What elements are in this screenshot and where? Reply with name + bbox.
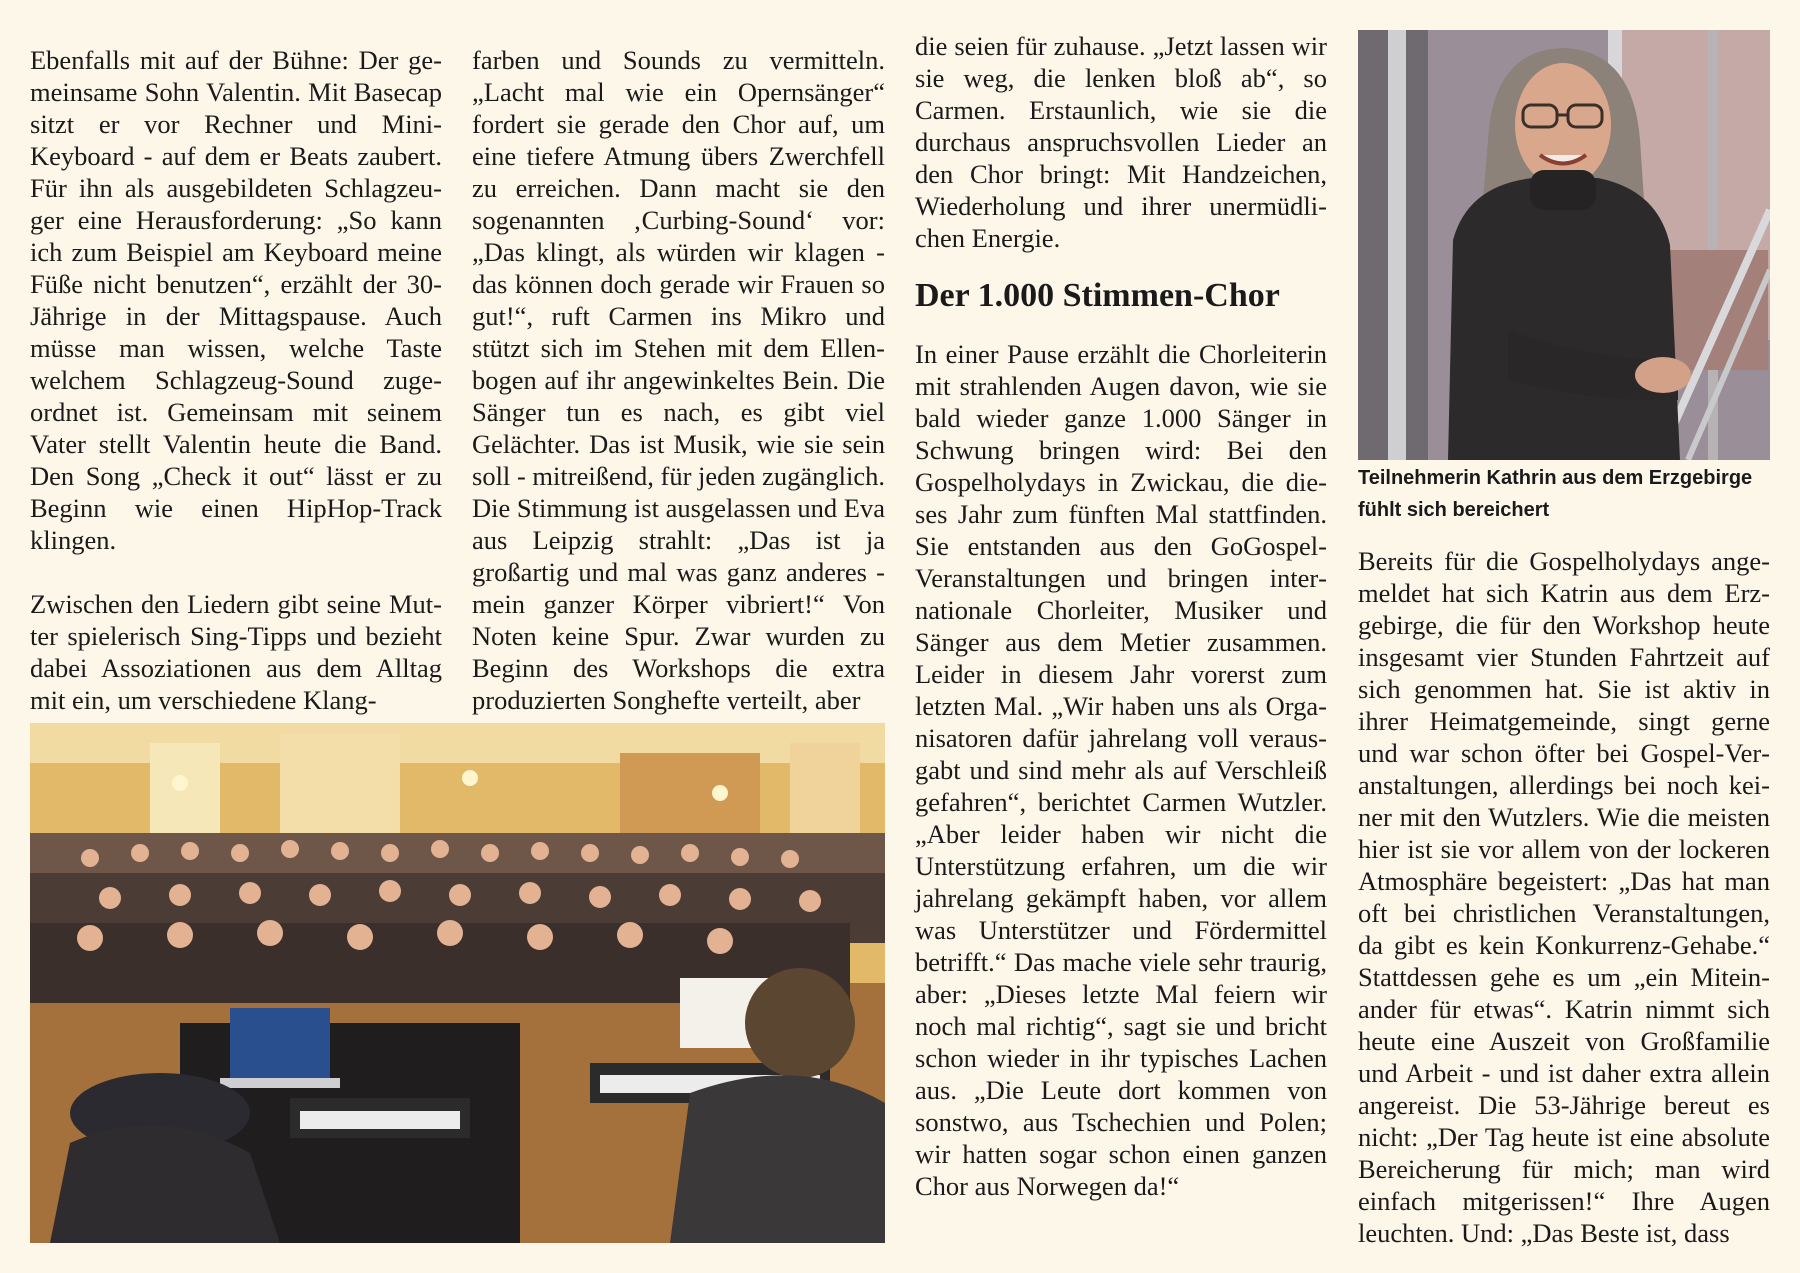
- paragraph: farben und Sounds zu vermitteln. „Lacht mal wie ein Opernsänger“ fordert sie gerade den Chor auf, um eine tiefere Atmung übers Zwerchfell zu erreichen. Dann macht sie den sogenannten ‚Curbing-Sound‘ vor: „Das klingt, als würden wir klagen - das können doch gerade wir Frauen so gut!“, ruft Carmen ins Mikro und stützt sich im Stehen mit dem Ellenbogen auf ihr angewinkeltes Bein. Die Sänger tun es nach, es gibt viel Gelächter. Das ist Musik, wie sie sein soll - mitreißend, für jeden zugänglich. Die Stimmung ist ausgelassen und Eva aus Leipzig strahlt: „Das ist ja großartig und mal was ganz anderes - mein ganzer Körper vibriert!“ Von Noten keine Spur. Zwar wurden zu Beginn des Workshops die extra produzierten Songhefte verteilt, aber: [472, 45, 885, 715]
- article-column-4: [1358, 545, 1770, 1249]
- paragraph: Zwischen den Liedern gibt seine Mutter spielerisch Sing-Tipps und bezieht dabei Assoziationen aus dem Alltag mit ein, um verschiedene Klang-: [30, 589, 442, 715]
- portrait-illustration: [1358, 30, 1770, 460]
- article-column-2: [472, 44, 885, 716]
- paragraph: In einer Pause erzählt die Chorleiterin mit strahlenden Augen davon, wie sie bald wieder ganze 1.000 Sänger in Schwung bringen wird: Bei den Gospelholydays in Zwickau, die dieses Jahr zum fünften Mal stattfinden. Sie entstanden aus den GoGospel-Veranstaltungen und bringen internationale Chorleiter, Musiker und Sänger aus dem Metier zusammen. Leider in diesem Jahr vorerst zum letzten Mal. „Wir haben uns als Organisatoren dafür jahrelang voll verausgabt und sind mehr als auf Verschleiß gefahren“, berichtet Carmen Wutzler. „Aber leider haben wir nicht die Unterstützung erfahren, um die wir jahrelang gekämpft haben, vor allem was Unterstützer und Fördermittel betrifft.“ Das mache viele sehr traurig, aber: „Dieses letzte Mal feiern wir noch mal richtig“, sagt sie und bricht schon wieder in ihr typisches Lachen aus. „Die Leute dort kommen von sonstwo, aus Tschechien und Polen; wir hatten sogar schon einen ganzen Chor aus Norwegen da!“: [915, 339, 1327, 1201]
- choir-illustration: [30, 723, 885, 1243]
- photo-participant-kathrin: [1358, 30, 1770, 460]
- article-column-1: [30, 44, 442, 716]
- article-column-3: [915, 30, 1327, 1202]
- paragraph: die seien für zuhause. „Jetzt lassen wir sie weg, die lenken bloß ab“, so Carmen. Erstaunlich, wie sie die durchaus anspruchsvollen Lieder an den Chor bringt: Mit Handzeichen, Wiederholung und ihrer unermüdlichen Energie.: [915, 31, 1327, 253]
- paragraph: Ebenfalls mit auf der Bühne: Der gemeinsame Sohn Valentin. Mit Basecap sitzt er vor Rechner und Mini-Keyboard - auf dem er Beats zaubert. Für ihn als ausgebildeten Schlagzeuger eine Herausforderung: „So kann ich zum Beispiel am Keyboard meine Füße nicht benutzen“, erzählt der 30-Jährige in der Mittagspause. Auch müsse man wissen, welche Taste welchem Schlagzeug-Sound zugeordnet ist. Gemeinsam mit seinem Vater stellt Valentin heute die Band. Den Song „Check it out“ lässt er zu Beginn wie einen HipHop-Track klingen.: [30, 45, 442, 555]
- photo-caption: Teilnehmerin Kathrin aus dem Erzgebirge fühlt sich bereichert: [1358, 467, 1753, 521]
- photo-choir-workshop: [30, 723, 885, 1243]
- paragraph: Bereits für die Gospelholydays angemeldet hat sich Katrin aus dem Erzgebirge, die für den Workshop heute insgesamt vier Stunden Fahrtzeit auf sich genommen hat. Sie ist aktiv in ihrer Heimatgemeinde, singt gerne und war schon öfter bei Gospel-Veranstaltungen, allerdings bei noch keiner mit den Wutzlers. Wie die meisten hier ist sie vor allem von der lockeren Atmosphäre begeistert: „Das hat man oft bei christlichen Veranstaltungen, da gibt es kein Konkurrenz-Gehabe.“ Stattdessen gehe es um „ein Miteinander für etwas“. Katrin nimmt sich heute eine Auszeit von Großfamilie und Arbeit - und ist daher extra allein angereist. Die 53-Jährige bereut es nicht: „Der Tag heute ist eine absolute Bereicherung für mich; man wird einfach mitgerissen!“ Ihre Augen leuchten. Und: „Das Beste ist, dass: [1358, 546, 1770, 1248]
- section-heading: Der 1.000 Stimmen-Chor: [915, 277, 1280, 314]
